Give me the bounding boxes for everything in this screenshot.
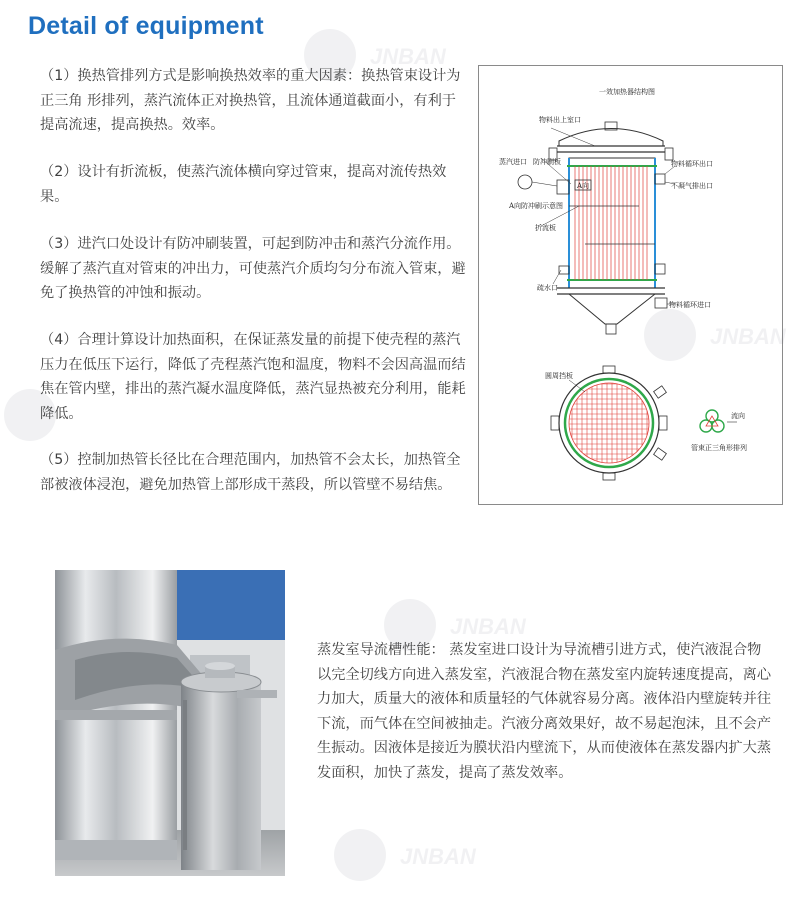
paragraph-text: （5）控制加热管长径比在合理范围内，加热管不会太长，加热管全部被液体浸泡，避免加热管上部形成干蒸段，所以管壁不易结焦。 [40,452,461,493]
watermark-text: JNBAN [400,844,476,869]
label-circular-baffle: 圆周挡板 [545,372,573,380]
paragraph-text: （3）进汽口处设计有防冲刷装置，可起到防冲击和蒸汽分流作用。缓解了蒸汽直对管束的冲出力，可使蒸汽介质均匀分布流入管束，避免了换热管的冲蚀和振动。 [40,236,466,301]
label-top-outlet: 物料出上室口 [539,116,581,124]
watermark-logo [330,820,530,890]
paragraph-text: （4）合理计算设计加热面积，在保证蒸发量的前提下使壳程的蒸汽压力在低压下运行，降低了壳程蒸汽饱和温度，物料不会因高温而结焦在管内壁，排出的蒸汽凝水温度降低，蒸汽显热被充分利用，能耗降低。 [40,332,466,422]
section-mark: A向 [577,182,590,190]
paragraph-text: （1）换热管排列方式是影响换热效率的重大因素：换热管束设计为正三角 形排列，蒸汽流体正对换热管，且流体通道截面小，有利于提高流速，提高换热。效率。 [40,68,461,133]
label-anti-impact: 防冲刷板 [533,158,561,166]
label-triangle-arrangement: 管束正三角形排列 [691,444,747,452]
triangle-arrangement-icon [700,410,724,432]
paragraph-tube-length [40,448,468,497]
label-section-name: A向防冲刷示意图 [509,202,564,210]
heater-drawing [479,66,784,506]
evaporator-photo [55,570,285,876]
paragraph-baffle [40,160,468,209]
heater-structure-diagram [478,65,783,505]
label-material-outlet: 物料循环出口 [671,160,713,168]
page-title: Detail of equipment [28,12,264,40]
paragraph-text: （2）设计有折流板，使蒸汽流体横向穿过管束，提高对流传热效果。 [40,164,447,205]
paragraph-heating-area [40,328,468,426]
label-steam-inlet: 蒸汽进口 [499,158,527,166]
label-material-inlet: 物料循环进口 [669,301,711,309]
watermark-text: JNBAN [370,44,446,69]
label-drain: 疏水口 [537,284,558,292]
label-flow-direction: 流向 [731,412,745,420]
diagram-title: 一效加热器结构图 [599,88,655,96]
paragraph-tube-arrangement [40,64,468,138]
paragraph-anti-impact [40,232,468,306]
watermark-text: JNBAN [450,614,526,639]
label-non-condensable: 不凝气排出口 [671,182,713,190]
label-baffle: 折流板 [535,224,556,232]
diversion-groove-description: 蒸发室导流槽性能： 蒸发室进口设计为导流槽引进方式，使汽液混合物以完全切线方向进入蒸发室，汽液混合物在蒸发室内旋转速度提高，离心力加大，质量大的液体和质量轻的气体就容易分离。液体沿内壁旋转并往下流，而气体在空间被抽走。汽液分离效果好，故不易起泡沫，且不会产生振动。因液体是接近为膜状沿内壁流下，从而使液体在蒸发器内扩大蒸发面积，加快了蒸发，提高了蒸发效率。 [317,642,772,781]
